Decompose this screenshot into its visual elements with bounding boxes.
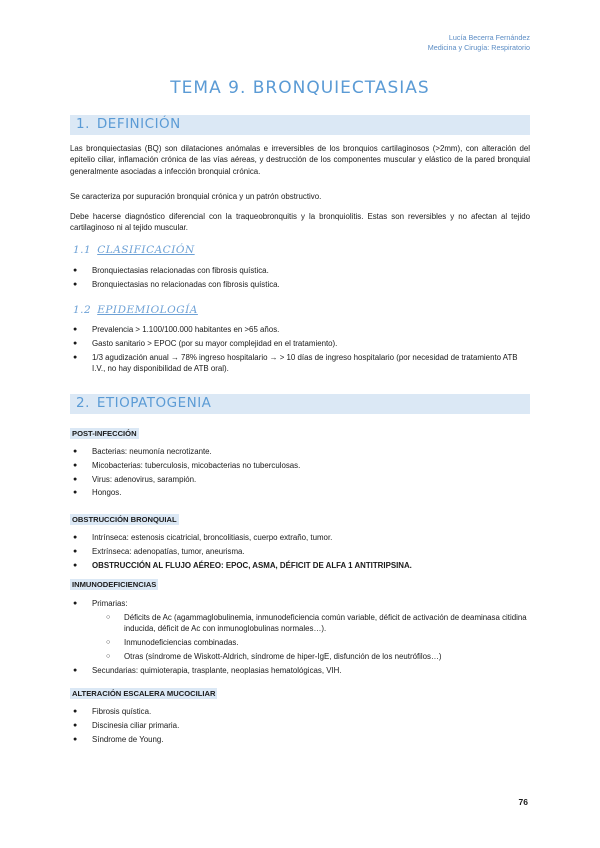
list-item: ● Intrínseca: estenosis cicatricial, broncolitiasis, cuerpo extraño, tumor. <box>73 533 333 542</box>
list-item: ● Fibrosis quística. <box>73 707 152 716</box>
list-item: ● Primarias: <box>73 599 128 608</box>
bullet-icon: ● <box>73 353 78 361</box>
mucociliar-list <box>70 706 530 747</box>
category-label: POST-INFECCIÓN <box>72 429 137 438</box>
list-item: ● Prevalencia > 1.100/100.000 habitantes en >65 años. <box>73 325 280 334</box>
sub-list-item: ○ Otras (síndrome de Wiskott-Aldrich, síndrome de hiper-IgE, disfunción de los neutrófilos…) <box>106 651 442 661</box>
circle-bullet-icon: ○ <box>106 639 111 647</box>
subsection-title: EPIDEMIOLOGÍA <box>97 304 198 316</box>
epidemiologia-list <box>70 324 530 377</box>
list-item: ● Micobacterias: tuberculosis, micobacterias no tuberculosas. <box>73 460 301 470</box>
list-item: ● 1/3 agudización anual → 78% ingreso hospitalario → > 10 días de ingreso hospitalario (por necesidad de tratamiento ATB I.V., no hay disponibilidad de ATB oral). <box>73 352 518 374</box>
bullet-icon: ● <box>73 461 78 469</box>
page-number: 76 <box>518 797 528 807</box>
list-item: ● Extrínseca: adenopatías, tumor, aneurisma. <box>73 546 245 556</box>
section-title: ETIOPATOGENIA <box>96 395 212 411</box>
sub-list-item: ○ Déficits de Ac (agammaglobulinemia, inmunodeficiencia común variable, déficit de activación de deaminasa citidina inducida, déficit de Ac con inmunoglobulinas normales…). <box>106 612 527 634</box>
bullet-icon: ● <box>73 735 78 743</box>
circle-bullet-icon: ○ <box>106 652 111 660</box>
subsection-heading-epidemiologia <box>73 304 198 316</box>
bullet-icon: ● <box>73 326 78 333</box>
list-item: ● Gasto sanitario > EPOC (por su mayor complejidad en el tratamiento). <box>73 338 338 348</box>
bullet-icon: ● <box>73 448 78 455</box>
paragraph: Se caracteriza por supuración bronquial crónica y un patrón obstructivo. <box>70 192 322 201</box>
bullet-icon: ● <box>73 534 78 541</box>
list-item: ● Bacterias: neumonía necrotizante. <box>73 447 212 456</box>
subsection-number: 1.2 <box>73 304 92 316</box>
inmunodeficiencias-list <box>70 598 530 679</box>
list-item: ● Bronquiectasias no relacionadas con fibrosis quística. <box>73 279 280 289</box>
list-item: ● Hongos. <box>73 488 122 498</box>
section-heading-etiopatogenia <box>70 394 530 414</box>
list-item: ● Bronquiectasias relacionadas con fibrosis quística. <box>73 266 269 275</box>
bullet-icon: ● <box>73 721 78 729</box>
paragraph: Las bronquiectasias (BQ) son dilataciones anómalas e irreversibles de los bronquios cartilaginosos (>2mm), con alteración del epitelio ciliar, inflamación crónica de las vías aéreas, y destrucción de los componentes muscular y elástico de la pared bronquial generalmente asociadas a infección bronquial crónica. <box>70 144 530 176</box>
subsection-number: 1.1 <box>73 244 92 256</box>
bullet-icon: ● <box>73 708 78 715</box>
section-heading-definicion <box>70 115 530 135</box>
category-label: INMUNODEFICIENCIAS <box>72 580 157 589</box>
bullet-icon: ● <box>73 339 78 347</box>
bullet-icon: ● <box>73 489 78 497</box>
subsection-title: CLASIFICACIÓN <box>97 244 195 256</box>
category-label: ALTERACIÓN ESCALERA MUCOCILIAR <box>72 689 216 698</box>
post-infeccion-list <box>70 446 530 501</box>
bullet-icon: ● <box>73 267 78 274</box>
circle-bullet-icon: ○ <box>106 613 111 621</box>
section-number: 2. <box>76 395 90 411</box>
bullet-icon: ● <box>73 547 78 555</box>
bullet-icon: ● <box>73 561 78 569</box>
subject-name: Medicina y Cirugía: Respiratorio <box>427 43 530 52</box>
bullet-icon: ● <box>73 280 78 288</box>
obstruccion-list <box>70 532 530 573</box>
list-item: ● OBSTRUCCIÓN AL FLUJO AÉREO: EPOC, ASMA, DÉFICIT DE ALFA 1 ANTITRIPSINA. <box>73 560 412 570</box>
author-name: Lucía Becerra Fernández <box>448 33 530 42</box>
section-number: 1. <box>76 116 90 132</box>
paragraph: Debe hacerse diagnóstico diferencial con la traqueobronquitis y la bronquiolitis. Estas son reversibles y no afectan al tejido cartilaginoso ni al tejido muscular. <box>70 212 530 233</box>
list-item: ● Síndrome de Young. <box>73 734 164 744</box>
category-label: OBSTRUCCIÓN BRONQUIAL <box>72 515 177 524</box>
page-header <box>428 33 530 53</box>
list-item: ● Virus: adenovirus, sarampión. <box>73 474 197 484</box>
list-item: ● Discinesia ciliar primaria. <box>73 720 180 730</box>
clasificacion-list <box>70 265 530 293</box>
bullet-icon: ● <box>73 600 78 607</box>
page-title: TEMA 9. BRONQUIECTASIAS <box>170 78 430 98</box>
subsection-heading-clasificacion <box>73 244 195 256</box>
bullet-icon: ● <box>73 475 78 483</box>
bullet-icon: ● <box>73 666 78 674</box>
sub-list-item: ○ Inmunodeficiencias combinadas. <box>106 638 239 648</box>
section-title: DEFINICIÓN <box>96 116 181 132</box>
list-item: ● Secundarias: quimioterapia, trasplante, neoplasias hematológicas, VIH. <box>73 665 342 675</box>
